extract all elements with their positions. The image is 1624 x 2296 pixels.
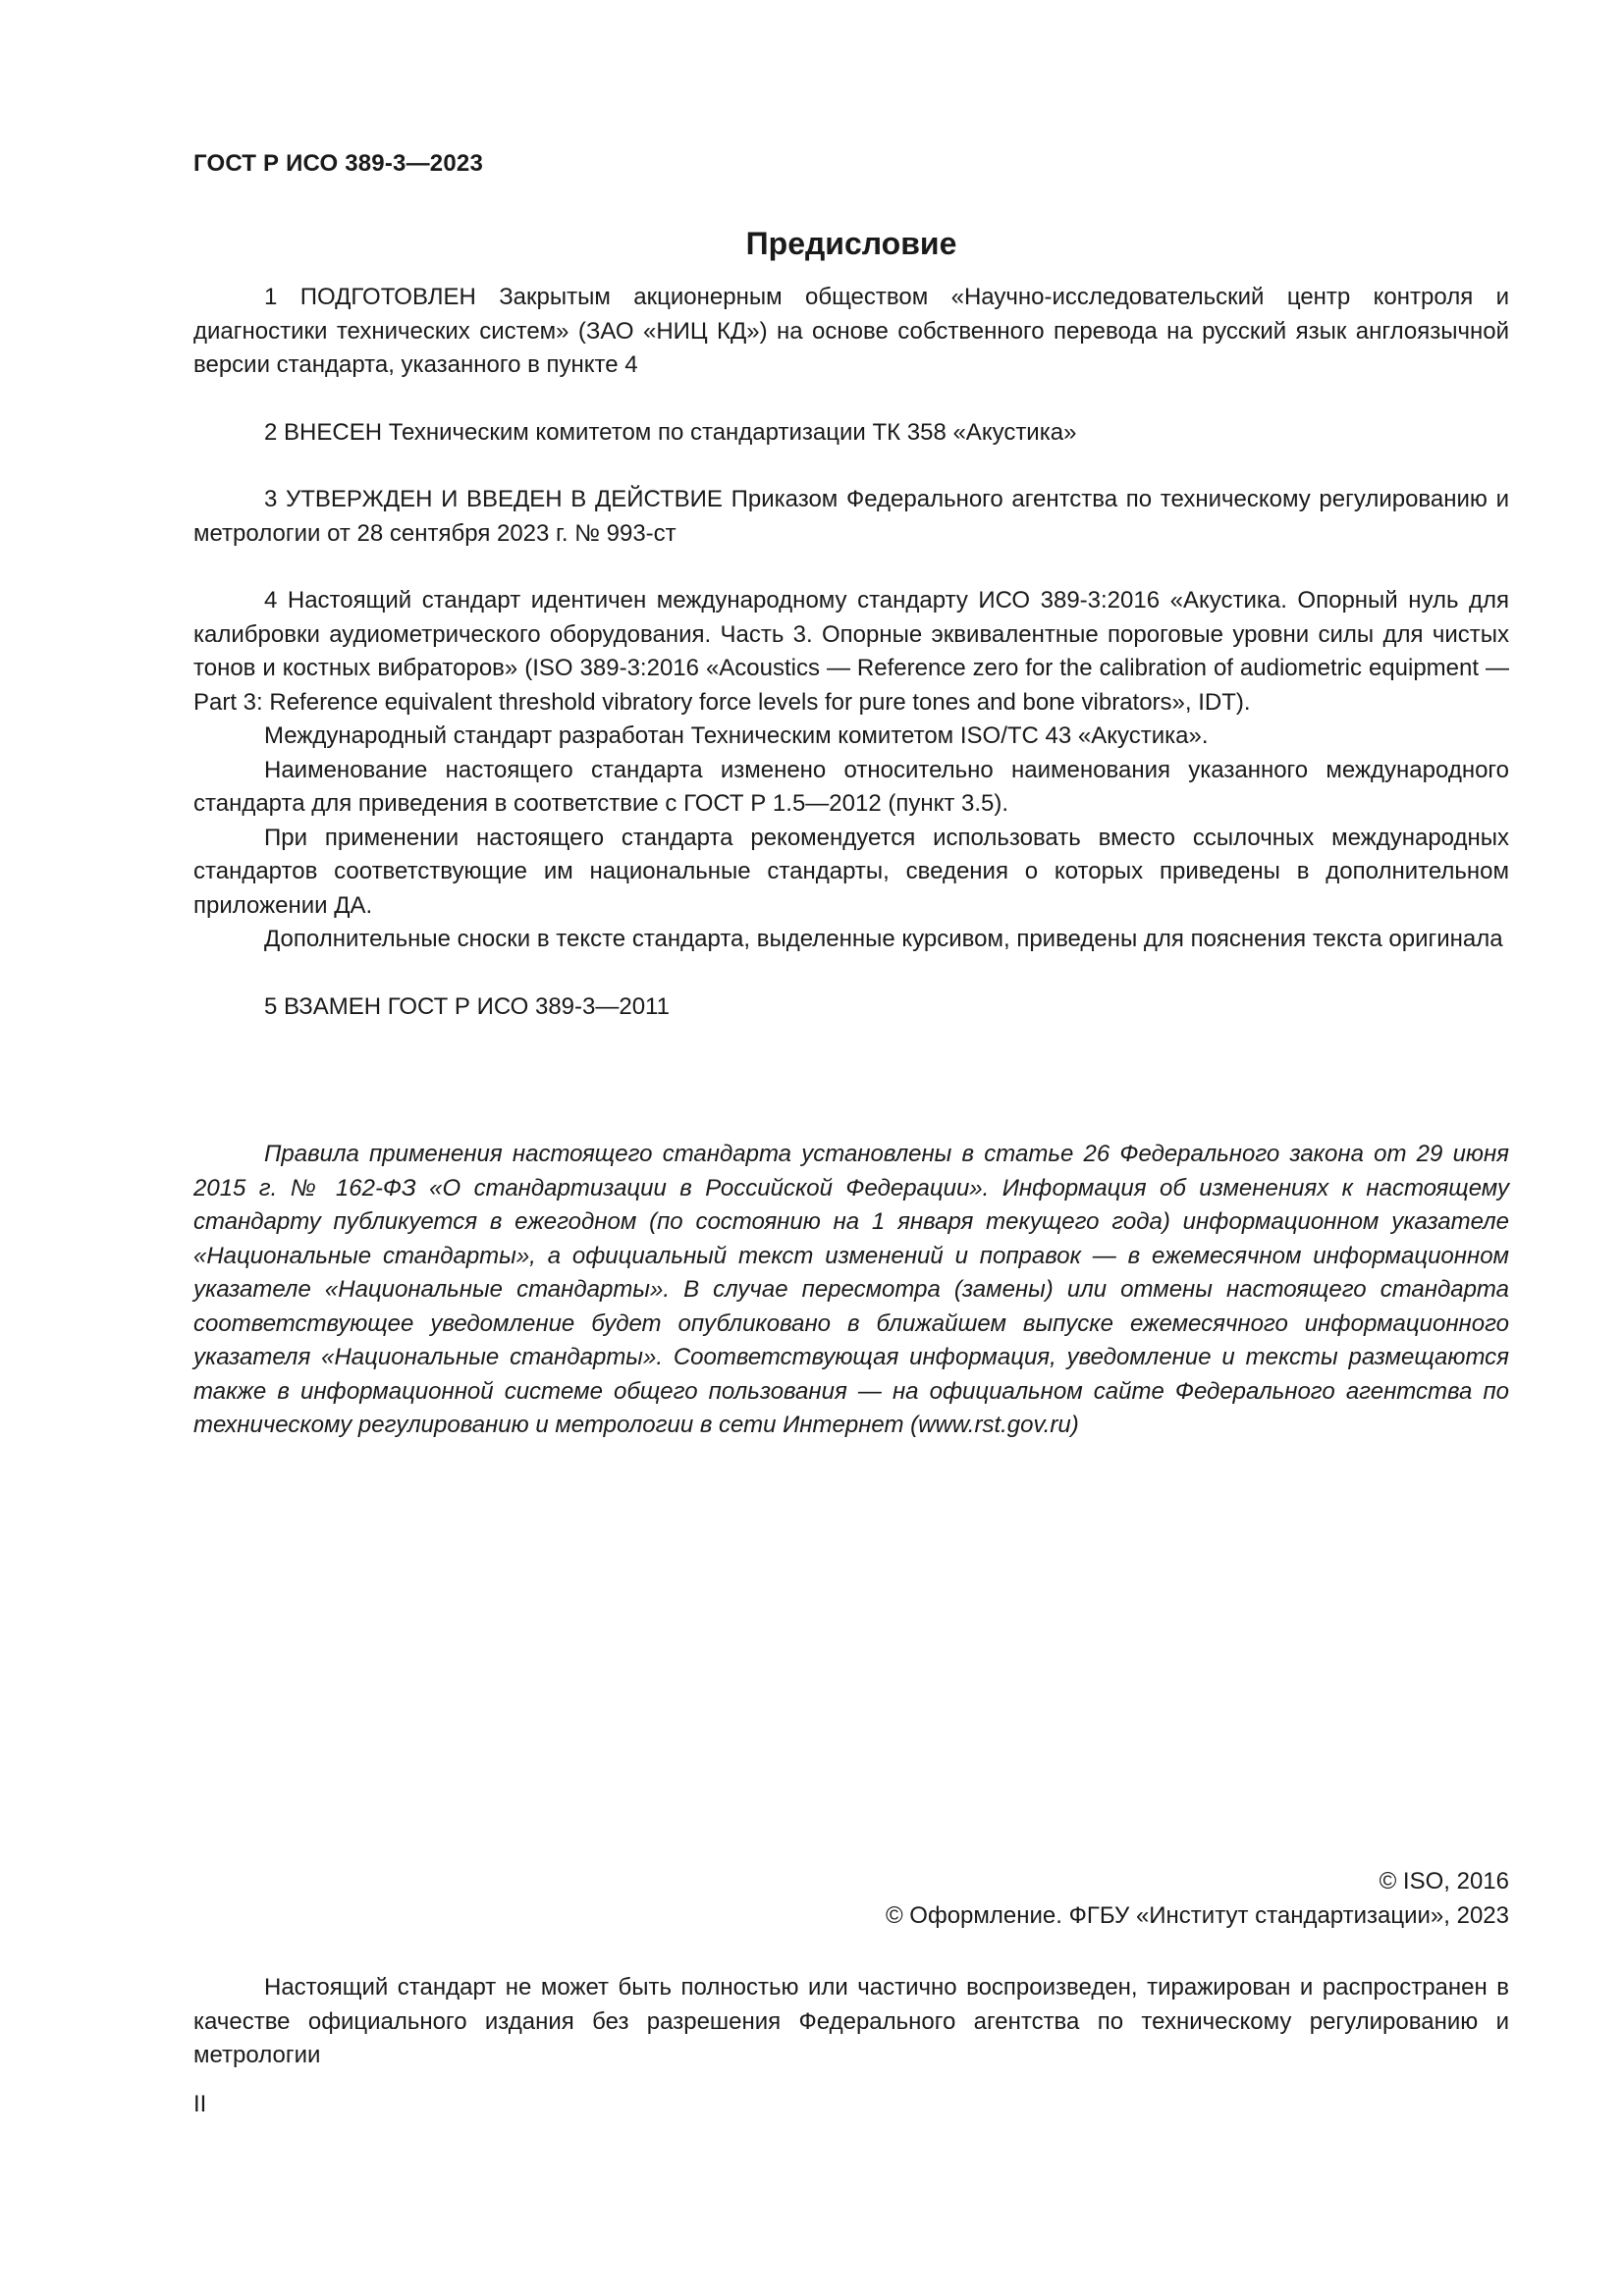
page-number: II bbox=[193, 2091, 207, 2117]
copyright-design: © Оформление. ФГБУ «Институт стандартизации», 2023 bbox=[885, 1901, 1509, 1929]
copyright-block bbox=[886, 1865, 1509, 1933]
item-3-approved: 3 УТВЕРЖДЕН И ВВЕДЕН В ДЕЙСТВИЕ Приказом Федерального агентства по техническому регулированию и метрологии от 28 сентября 2023 г. № 993-ст bbox=[193, 486, 1509, 547]
reproduction-notice: Настоящий стандарт не может быть полностью или частично воспроизведен, тиражирован и распространен в качестве официального издания без разрешения Федерального агентства по техническому регулированию и метрологии bbox=[193, 1974, 1509, 2068]
item-5-replaces: 5 ВЗАМЕН ГОСТ Р ИСО 389-3—2011 bbox=[264, 992, 670, 1020]
item-1-prepared: 1 ПОДГОТОВЛЕН Закрытым акционерным обществом «Научно-исследовательский центр контроля и диагностики технических систем» (ЗАО «НИЦ КД») на основе собственного перевода на русский язык англоязычной версии стандарта, указанного в пункте 4 bbox=[193, 284, 1509, 378]
item-4-footnotes: Дополнительные сноски в тексте стандарта, выделенные курсивом, приведены для пояснения текста оригинала bbox=[264, 926, 1503, 952]
application-rules-notice: Правила применения настоящего стандарта установлены в статье 26 Федерального закона от 29 июня 2015 г. № 162-ФЗ «О стандартизации в Российской Федерации». Информация об изменениях к настоящему стандарту публикуется в ежегодном (по состоянию на 1 января текущего года) информационном указателе «Национальные стандарты», а официальный текст изменений и поправок — в ежемесячном информационном указателе «Национальные стандарты». В случае пересмотра (замены) или отмены настоящего стандарта соответствующее уведомление будет опубликовано в ближайшем выпуске ежемесячного информационного указателя «Национальные стандарты». Соответствующая информация, уведомление и тексты размещаются также в информационной системе общего пользования — на официальном сайте Федерального агентства по техническому регулированию и метрологии в сети Интернет (www.rst.gov.ru) bbox=[193, 1141, 1509, 1438]
page-title: Предисловие bbox=[745, 226, 957, 261]
item-4-references: При применении настоящего стандарта рекомендуется использовать вместо ссылочных международных стандартов соответствующие им национальные стандарты, сведения о которых приведены в дополнительном приложении ДА. bbox=[193, 824, 1509, 919]
item-4-name-change: Наименование настоящего стандарта изменено относительно наименования указанного международного стандарта для приведения в соответствие с ГОСТ Р 1.5—2012 (пункт 3.5). bbox=[193, 756, 1509, 817]
standard-code-header: ГОСТ Р ИСО 389-3—2023 bbox=[193, 150, 483, 177]
item-4-developer: Международный стандарт разработан Техническим комитетом ISO/TC 43 «Акустика». bbox=[264, 722, 1209, 749]
item-4-identical: 4 Настоящий стандарт идентичен международному стандарту ИСО 389-3:2016 «Акустика. Опорный нуль для калибровки аудиометрического оборудования. Часть 3. Опорные эквивалентные пороговые уровни силы для чистых тонов и костных вибраторов» (ISO 389-3:2016 «Acoustics — Reference zero for the calibration of audiometric equipment — Part 3: Reference equivalent threshold vibratory force levels for pure tones and bone vibrators», IDT). bbox=[193, 587, 1509, 716]
item-2-submitted: 2 ВНЕСЕН Техническим комитетом по стандартизации ТК 358 «Акустика» bbox=[264, 418, 1077, 446]
foreword-body bbox=[193, 281, 1509, 1024]
copyright-iso: © ISO, 2016 bbox=[1379, 1868, 1509, 1895]
